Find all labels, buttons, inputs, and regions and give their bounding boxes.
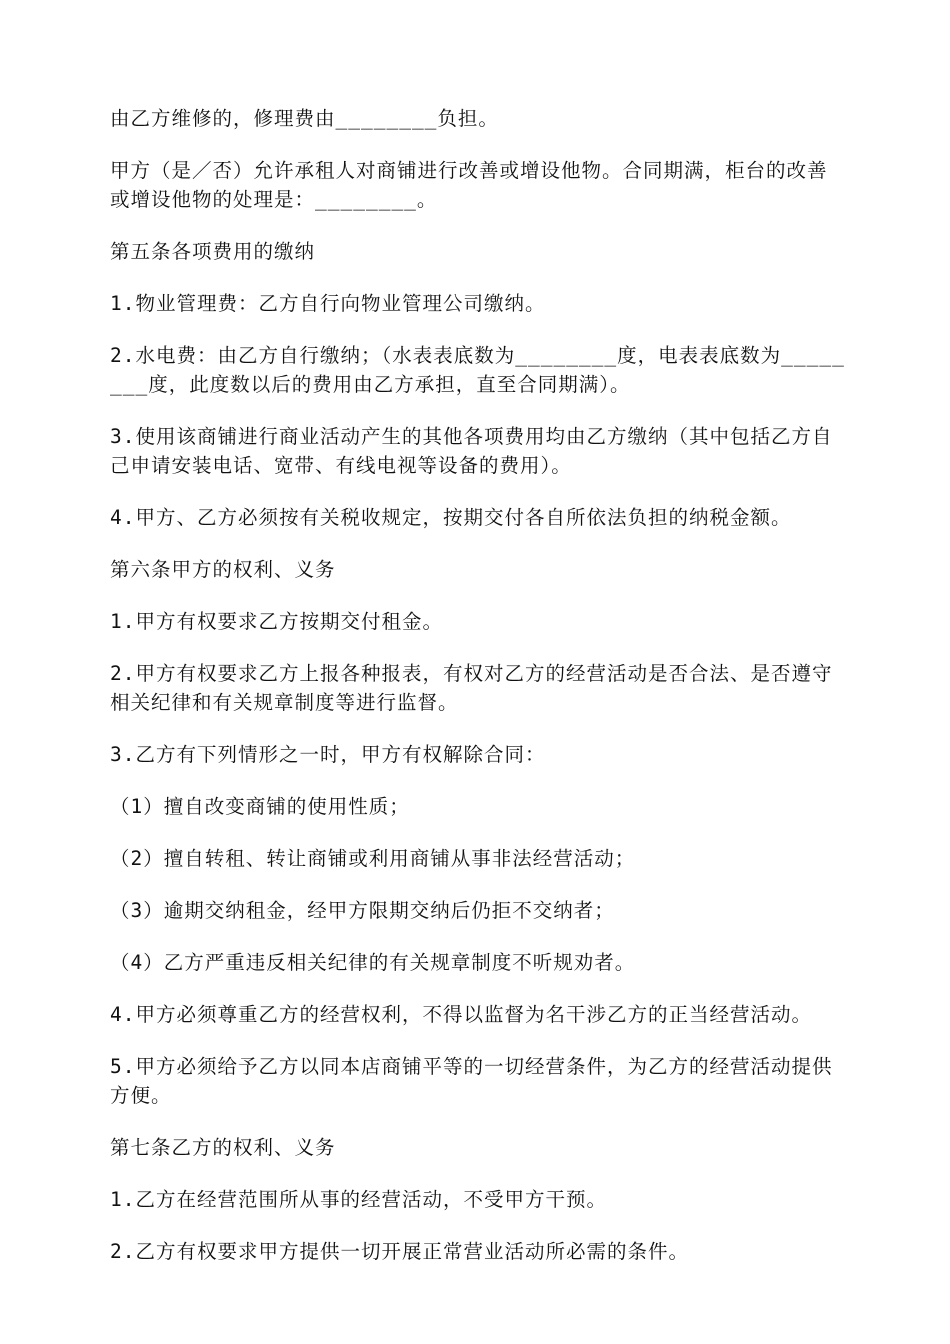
list-item-termination-4: （4）乙方严重违反相关纪律的有关规章制度不听规劝者。 bbox=[110, 951, 636, 974]
paragraph-necessary-conditions: 2.乙方有权要求甲方提供一切开展正常营业活动所必需的条件。 bbox=[110, 1240, 689, 1263]
paragraph-respect-rights: 4.甲方必须尊重乙方的经营权利，不得以监督为名干涉乙方的正当经营活动。 bbox=[110, 1003, 812, 1026]
paragraph-equal-conditions: 5.甲方必须给予乙方以同本店商铺平等的一切经营条件，为乙方的经营活动提供方便。 bbox=[110, 1055, 833, 1107]
paragraph-supervision: 2.甲方有权要求乙方上报各种报表，有权对乙方的经营活动是否合法、是否遵守相关纪律和有关规章制度等进行监督。 bbox=[110, 662, 833, 714]
paragraph-repair-cost: 由乙方维修的，修理费由________负担。 bbox=[110, 107, 499, 130]
paragraph-utilities: 2.水电费：由乙方自行缴纳；（水表表底数为________度，电表表底数为________度，此度数以后的费用由乙方承担，直至合同期满）。 bbox=[110, 344, 845, 396]
paragraph-improvements: 甲方（是／否）允许承租人对商铺进行改善或增设他物。合同期满，柜台的改善或增设他物的处理是：________。 bbox=[110, 159, 828, 211]
paragraph-no-interference: 1.乙方在经营范围所从事的经营活动，不受甲方干预。 bbox=[110, 1188, 607, 1211]
list-item-termination-1: （1）擅自改变商铺的使用性质； bbox=[110, 795, 410, 818]
list-item-termination-2: （2）擅自转租、转让商铺或利用商铺从事非法经营活动； bbox=[110, 847, 636, 870]
list-item-termination-3: （3）逾期交纳租金，经甲方限期交纳后仍拒不交纳者； bbox=[110, 899, 615, 922]
section-heading-article-7: 第七条乙方的权利、义务 bbox=[110, 1136, 336, 1159]
paragraph-property-fee: 1.物业管理费：乙方自行向物业管理公司缴纳。 bbox=[110, 292, 546, 315]
paragraph-termination: 3.乙方有下列情形之一时，甲方有权解除合同： bbox=[110, 743, 546, 766]
section-heading-article-5: 第五条各项费用的缴纳 bbox=[110, 240, 316, 263]
paragraph-rent-collection: 1.甲方有权要求乙方按期交付租金。 bbox=[110, 610, 443, 633]
section-heading-article-6: 第六条甲方的权利、义务 bbox=[110, 558, 336, 581]
document-page bbox=[110, 104, 845, 1289]
paragraph-taxes: 4.甲方、乙方必须按有关税收规定，按期交付各自所依法负担的纳税金额。 bbox=[110, 506, 792, 529]
paragraph-other-fees: 3.使用该商铺进行商业活动产生的其他各项费用均由乙方缴纳（其中包括乙方自己申请安装电话、宽带、有线电视等设备的费用）。 bbox=[110, 425, 833, 477]
